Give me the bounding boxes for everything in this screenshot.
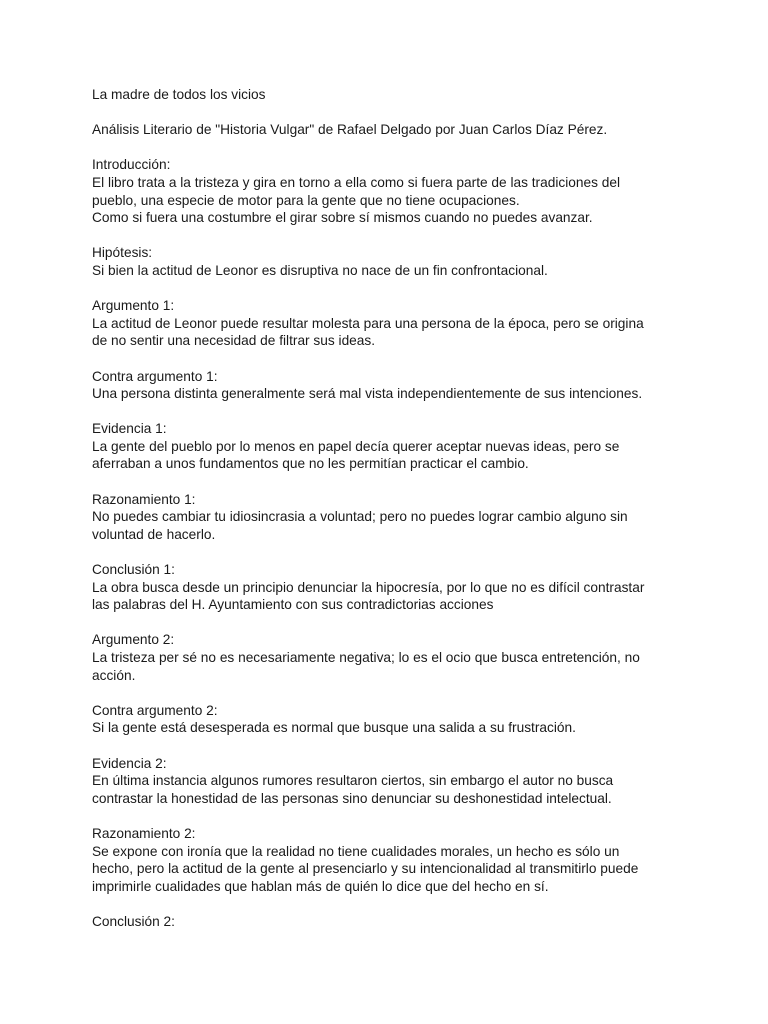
section-conclusion-1 [92, 561, 692, 614]
section-heading: Contra argumento 2: [92, 702, 218, 718]
section-line: contrastar la honestidad de las personas sino denunciar su deshonestidad intelectual. [92, 790, 612, 806]
section-line: La tristeza per sé no es necesariamente negativa; lo es el ocio que busca entretención, no [92, 650, 640, 665]
section-line: hecho, pero la actitud de la gente al presenciarlo y su intencionalidad al transmitirlo puede [92, 861, 639, 877]
section-heading: Argumento 1: [92, 298, 175, 314]
section-line: Si la gente está desesperada es normal que busque una salida a su frustración. [92, 720, 576, 736]
section-heading: Evidencia 1: [92, 421, 167, 437]
document-subtitle: Análisis Literario de "Historia Vulgar" de Rafael Delgado por Juan Carlos Díaz Pérez. [92, 122, 608, 138]
section-line: Como si fuera una costumbre el girar sobre sí mismos cuando no puedes avanzar. [92, 210, 593, 226]
section-line: Si bien la actitud de Leonor es disruptiva no nace de un fin confrontacional. [92, 262, 548, 278]
section-heading: Argumento 2: [92, 632, 175, 648]
section-line: de no sentir una necesidad de filtrar sus ideas. [92, 333, 376, 349]
section-line: voluntad de hacerlo. [92, 526, 216, 542]
section-evidencia-2 [92, 755, 692, 808]
section-heading: Contra argumento 1: [92, 368, 218, 384]
section-line: La actitud de Leonor puede resultar molesta para una persona de la época, pero se origina [92, 315, 644, 331]
section-razonamiento-2 [92, 825, 692, 895]
section-argumento-1 [92, 297, 692, 350]
section-line: En última instancia algunos rumores resultaron ciertos, sin embargo el autor no busca [92, 773, 614, 789]
section-line: La gente del pueblo por lo menos en papel decía querer aceptar nuevas ideas, pero se [92, 438, 620, 454]
section-contra-argumento-1 [92, 368, 692, 403]
section-heading: Razonamiento 1: [92, 491, 196, 507]
section-line: acción. [92, 667, 136, 683]
section-contra-argumento-2 [92, 702, 692, 737]
section-line: imprimirle cualidades que hablan más de quién lo dice que del hecho en sí. [92, 878, 549, 894]
section-heading: Evidencia 2: [92, 755, 167, 771]
section-introduccion [92, 156, 692, 226]
section-line: aferraban a unos fundamentos que no les permitían practicar el cambio. [92, 456, 529, 472]
document-title: La madre de todos los vicios [92, 87, 266, 102]
section-heading: Hipótesis: [92, 245, 153, 261]
section-line: No puedes cambiar tu idiosincrasia a voluntad; pero no puedes lograr cambio alguno sin [92, 509, 628, 525]
section-argumento-2 [92, 631, 692, 684]
section-heading: Conclusión 1: [92, 562, 175, 578]
section-line: pueblo, una especie de motor para la gente que no tiene ocupaciones. [92, 192, 520, 208]
section-hipotesis [92, 244, 692, 279]
section-evidencia-1 [92, 420, 692, 473]
section-line: El libro trata a la tristeza y gira en torno a ella como si fuera parte de las tradiciones del [92, 174, 620, 190]
section-razonamiento-1 [92, 491, 692, 544]
section-line: las palabras del H. Ayuntamiento con sus contradictorias acciones [92, 597, 494, 613]
section-conclusion-2 [92, 913, 692, 931]
section-heading: Razonamiento 2: [92, 825, 196, 841]
section-heading: Conclusión 2: [92, 913, 175, 929]
section-line: La obra busca desde un principio denunciar la hipocresía, por lo que no es difícil contrastar [92, 579, 645, 595]
document-body [92, 86, 692, 948]
section-line: Una persona distinta generalmente será mal vista independientemente de sus intenciones. [92, 386, 643, 402]
section-heading: Introducción: [92, 157, 171, 173]
section-line: Se expone con ironía que la realidad no tiene cualidades morales, un hecho es sólo un [92, 843, 620, 859]
